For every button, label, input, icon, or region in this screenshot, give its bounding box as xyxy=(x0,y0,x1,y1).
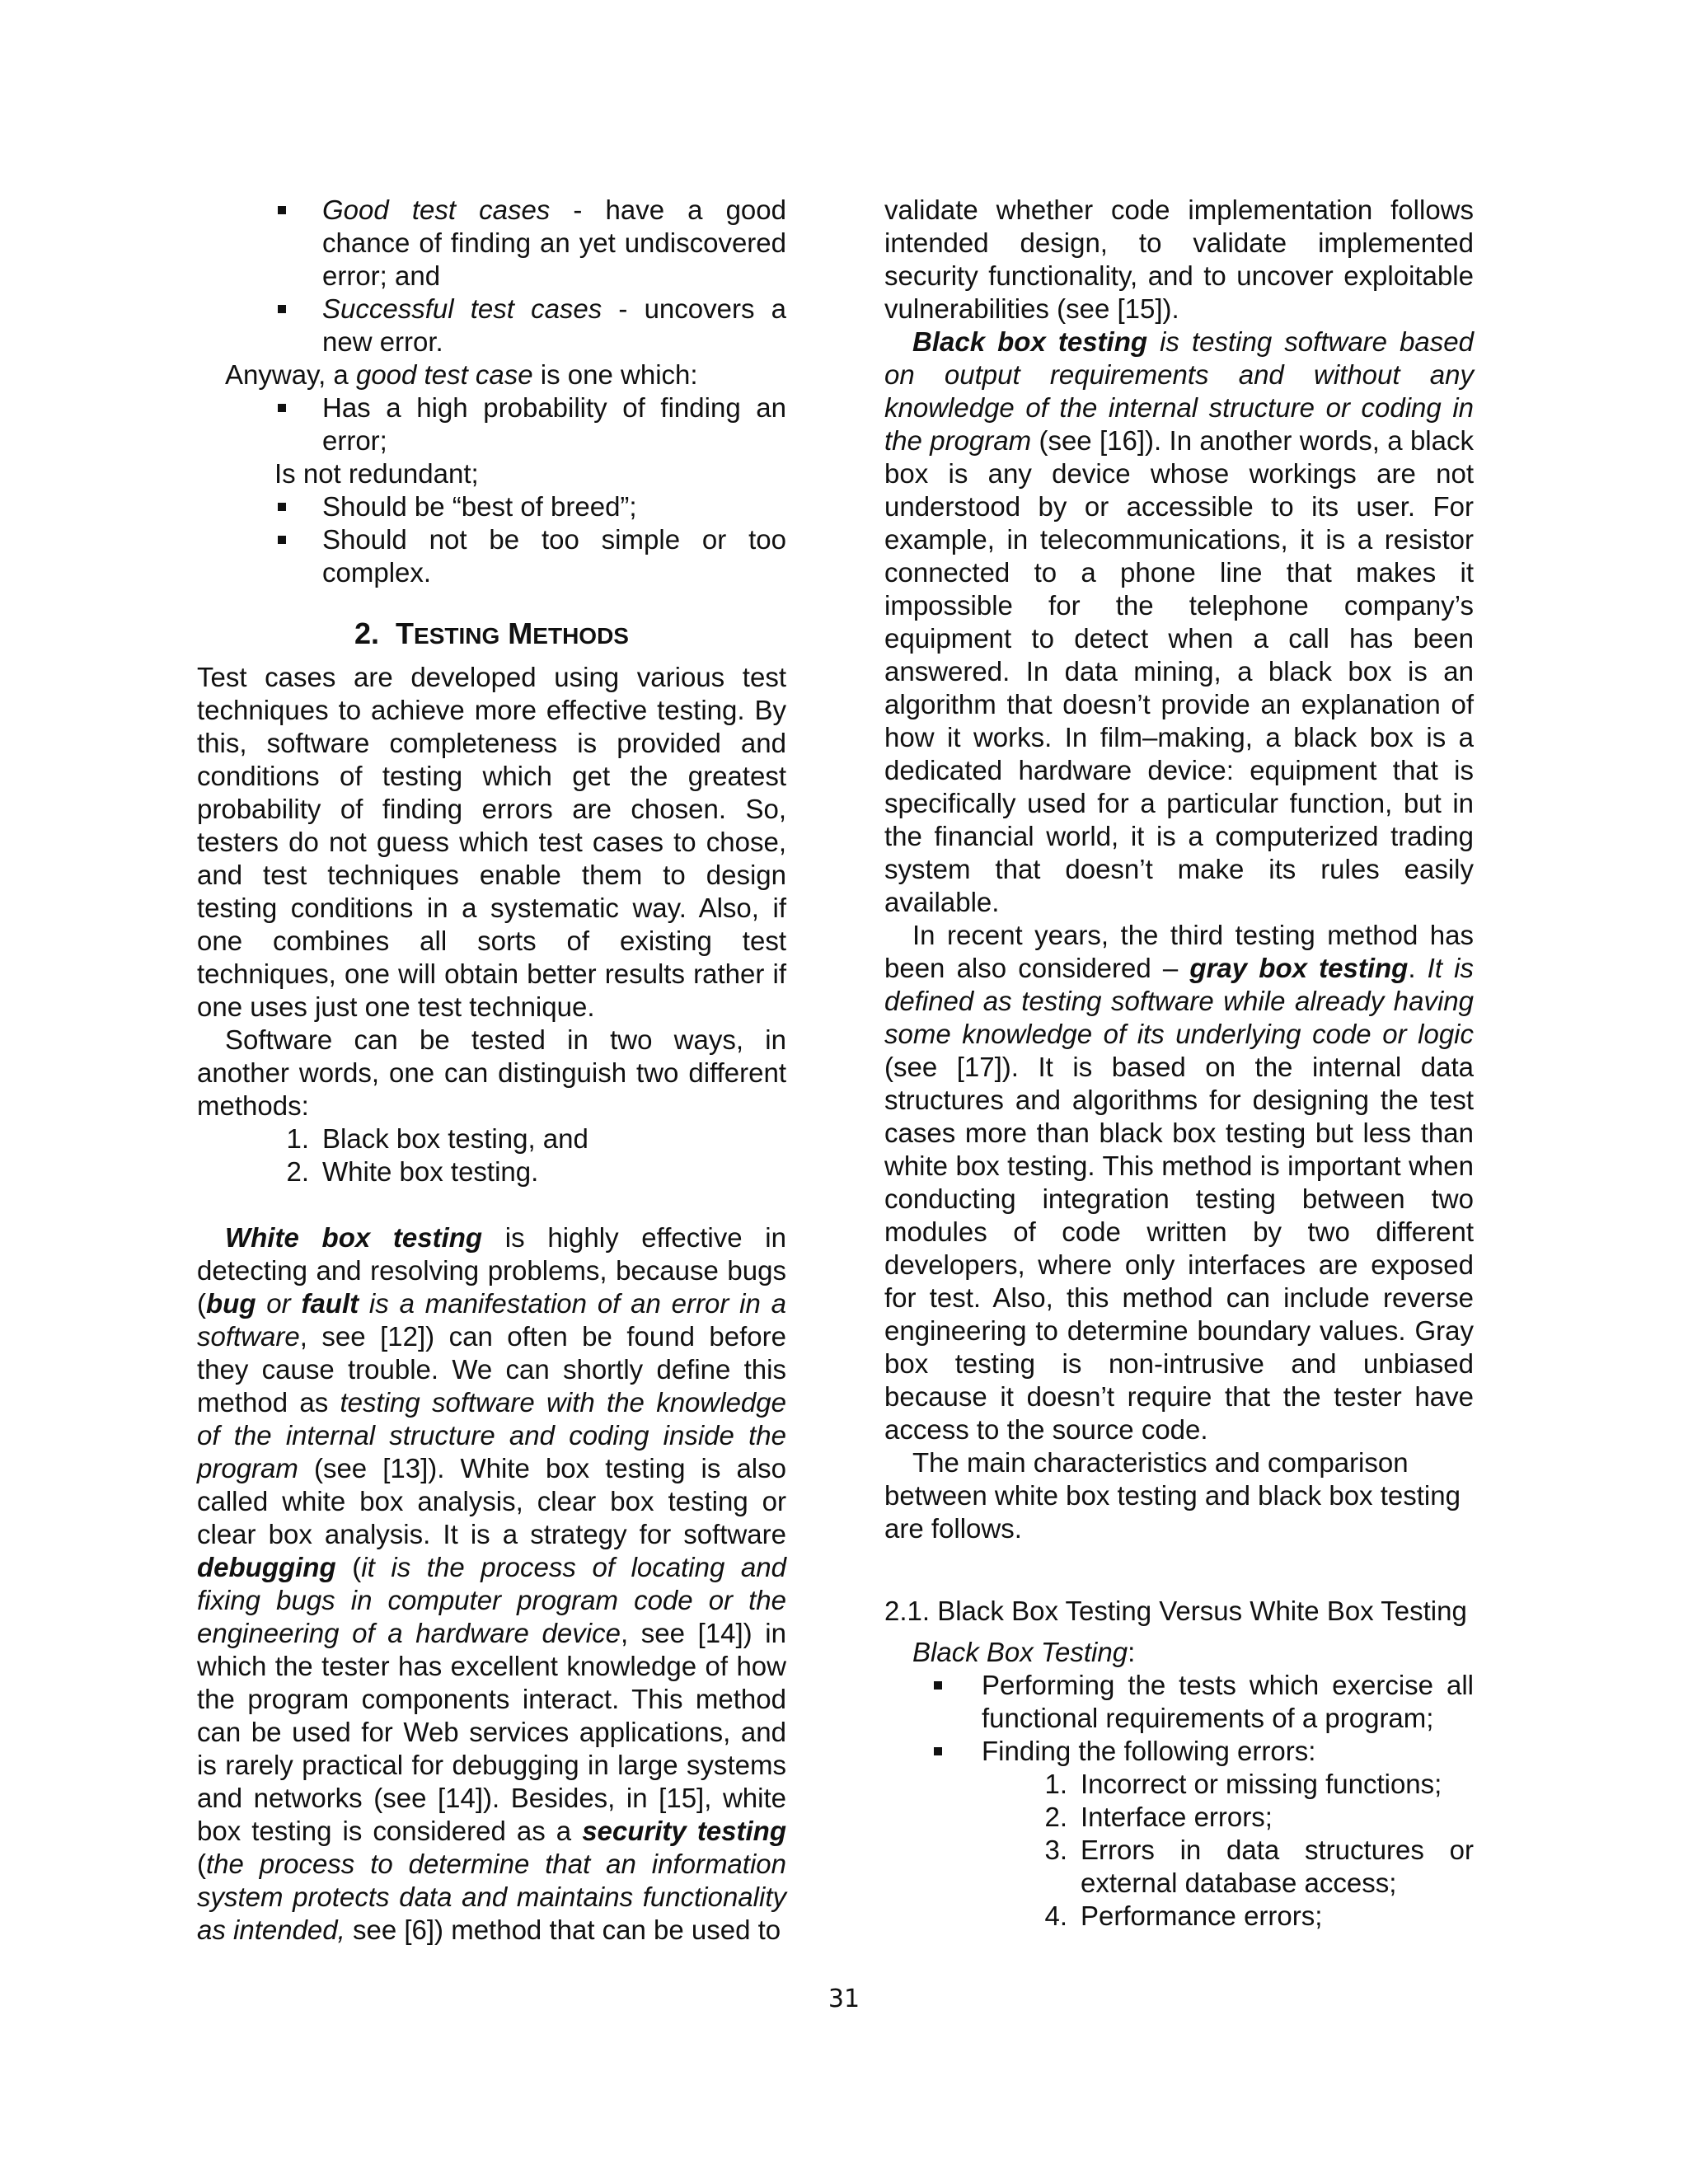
list-item: Should not be too simple or too complex. xyxy=(322,524,786,588)
list-item: Good test cases - have a good chance of finding an yet undiscovered error; and xyxy=(322,194,786,291)
paragraph-two-ways: Software can be tested in two ways, in another words, one can distinguish two different methods: xyxy=(197,1024,786,1121)
page-number: 31 xyxy=(828,1985,860,2013)
list-item: Should be “best of breed”; xyxy=(322,490,786,523)
not-redundant-item: Is not redundant; xyxy=(274,458,479,489)
test-case-kinds-list xyxy=(197,194,786,359)
left-column xyxy=(197,194,786,1947)
paragraph-main-characteristics: The main characteristics and comparison between white box testing and black box testing are follows. xyxy=(884,1447,1461,1544)
methods-list xyxy=(197,1122,786,1188)
list-item: 1. Incorrect or missing functions; xyxy=(1044,1769,1442,1799)
list-item: Has a high probability of finding an error; xyxy=(322,392,786,456)
paragraph-test-techniques: Test cases are developed using various test techniques to achieve more effective testing. By this, software completeness is provided and conditions of testing which get the greatest probability of finding errors are chosen. So, testers do not guess which test cases to chose, and test techniques enable them to design testing conditions in a systematic way. Also, if one combines all sorts of existing test techniques, one will obtain better results rather if one uses just one test technique. xyxy=(197,662,786,1022)
list-item: 1. Black box testing, and xyxy=(286,1123,588,1154)
subsection-heading: 2.1. Black Box Testing Versus White Box Testing xyxy=(884,1596,1467,1626)
right-column xyxy=(884,194,1474,1933)
list-item: Successful test cases - uncovers a new error. xyxy=(322,293,786,357)
black-box-testing-list xyxy=(884,1669,1474,1768)
paragraph-gray-box-testing: In recent years, the third testing method has been also considered – gray box testing. It is defined as testing software while already having some knowledge of its underlying code or logic (see [17]). It is based on the internal data structures and algorithms for designing the test cases more than black box testing but less than white box testing. This method is important when conducting integration testing between two modules of code written by two different developers, where only interfaces are exposed for test. Also, this method can include reverse engineering to determine boundary values. Gray box testing is non-intrusive and unbiased because it doesn’t require that the tester have access to the source code. xyxy=(884,920,1474,1445)
black-box-testing-label: Black Box Testing: xyxy=(912,1637,1136,1667)
list-item: 3. Errors in data structures or external database access; xyxy=(1044,1835,1474,1898)
paragraph-white-box-testing: White box testing is highly effective in detecting and resolving problems, because bugs (bug or fault is a manifestation of an error in a software, see [12]) can often be found before they cause trouble. We can shortly define this method as testing software with the knowledge of the internal structure and coding inside the program (see [13]). White box testing is also called white box analysis, clear box testing or clear box analysis. It is a strategy for software debugging (it is the process of locating and fixing bugs in computer program code or the engineering of a hardware device, see [14]) in which the tester has excellent knowledge of how the program components interact. This method can be used for Web services applications, and is rarely practical for debugging in large systems and networks (see [14]). Besides, in [15], white box testing is considered as a security testing (the process to determine that an information system protects data and maintains functionality as intended, see [6]) method that can be used to xyxy=(197,1222,786,1945)
list-item: 4. Performance errors; xyxy=(1044,1900,1323,1931)
good-test-case-list-continued xyxy=(197,490,786,589)
paragraph-continued: validate whether code implementation follows intended design, to validate implemented security functionality, and to uncover exploitable vulnerabilities (see [15]). xyxy=(884,194,1474,324)
error-types-list xyxy=(884,1768,1474,1933)
good-test-case-intro: Anyway, a good test case is one which: xyxy=(225,359,698,390)
good-test-case-list xyxy=(197,391,786,457)
list-item: 2. White box testing. xyxy=(286,1156,539,1187)
section-heading-testing-methods: 2. TESTING METHODS xyxy=(354,616,629,650)
paragraph-black-box-testing: Black box testing is testing software based on output requirements and without any knowledge of the internal structure or coding in the program (see [16]). In another words, a black box is any device whose workings are not understood by or accessible to its user. For example, in telecommunications, it is a resistor connected to a phone line that makes it impossible for the telephone company’s equipment to detect when a call has been answered. In data mining, a black box is an algorithm that doesn’t provide an explanation of how it works. In film–making, a black box is a dedicated hardware device: equipment that is specifically used for a particular function, but in the financial world, it is a computerized trading system that doesn’t make its rules easily available. xyxy=(884,326,1474,917)
list-item: 2. Interface errors; xyxy=(1044,1802,1273,1832)
list-item: Performing the tests which exercise all functional requirements of a program; xyxy=(982,1670,1474,1733)
list-item: Finding the following errors: xyxy=(982,1735,1474,1768)
